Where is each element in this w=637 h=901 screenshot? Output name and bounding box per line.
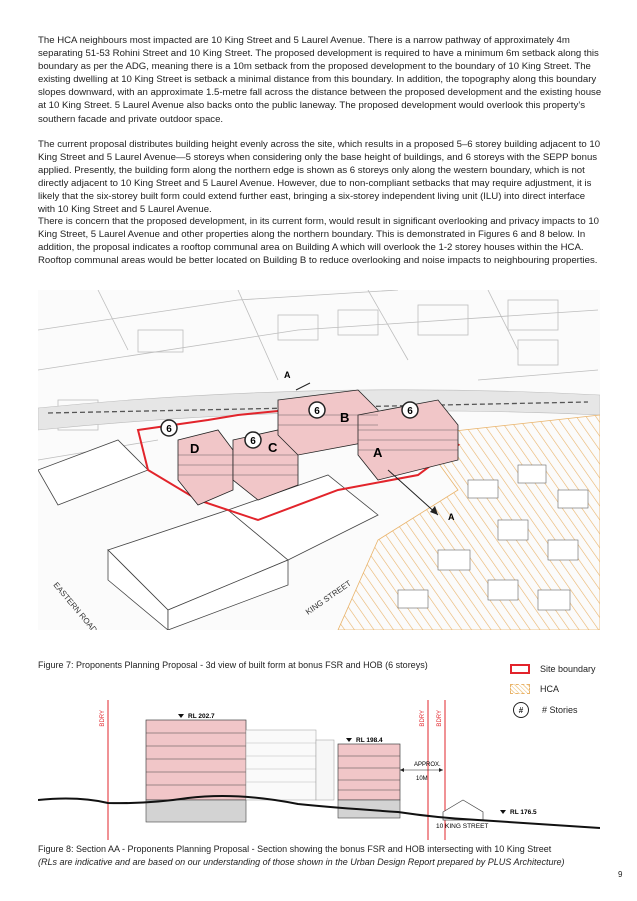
paragraph-building-height: The current proposal distributes building height evenly across the site, which results in a proposed 5–6 storey building adjacent to 10 King Street and 5 Laurel Avenue—5 storeys when considering only the base height of buildings, and 6 storeys with the SEPP bonus applied. Presently, the building form along the northern edge is shown as 6 storeys only along the western boundary, which is not directly adjacent to 10 King Street and 5 Laurel Avenue. However, due to non-compliant setbacks that may require adjustment, it is likely that the six-storey built form could extend further east, bringing a six-storey independent living unit (ILU) into direct interface with 10 King Street and 5 Laurel Avenue.: [38, 139, 601, 216]
building-label-b: B: [340, 410, 350, 425]
rl-label-2: RL 198.4: [356, 737, 383, 744]
paragraph-hca-neighbours: The HCA neighbours most impacted are 10 King Street and 5 Laurel Avenue. There is a narrow pathway of approximately 4m separating 51-53 Rohini Street and 10 King Street. The proposed development is required to have a minimum 6m setback along this boundary as per the ADG, meaning there is a 10m setback from the proposed development to the boundary of 10 King Street. The existing dwelling at 10 King Street is setback a minimal distance from this boundary. In addition, the topography along this boundary slopes downward, with an approximate 1.5-metre fall across the distance between the proposed development and the existing house at 10 King Street. 5 Laurel Avenue also backs onto the public laneway. The proposed development would overlook this property’s southern facade and private outdoor space.: [38, 35, 602, 125]
svg-text:6: 6: [407, 406, 413, 417]
section-building-background-2: [316, 740, 334, 800]
street-label-eastern-road: EASTERN ROAD: [51, 580, 99, 630]
house-10-king-street: [443, 800, 483, 820]
figure-7-3d-view: [38, 290, 600, 630]
section-arrow-north: [296, 383, 310, 390]
storey-badge-a: [402, 402, 418, 418]
distance-label: 10M: [416, 776, 428, 782]
legend-site-boundary: [510, 664, 596, 674]
distance-arrowhead-left: [400, 768, 404, 772]
svg-text:6: 6: [314, 406, 320, 417]
storey-badge-c: [245, 432, 261, 448]
rl-label-3: RL 176.5: [510, 809, 537, 816]
bdry-label-east: BDRY: [437, 710, 443, 727]
svg-text:6: 6: [166, 424, 172, 435]
legend-site-boundary-label: Site boundary: [540, 664, 596, 674]
rl-marker-1-icon: [178, 714, 184, 718]
figure-8-section: [38, 700, 600, 840]
hca-swatch: [510, 684, 530, 694]
distance-arrowhead-right: [439, 768, 443, 772]
building-label-d: D: [190, 441, 200, 456]
site-boundary-swatch: [510, 664, 530, 674]
legend-stories-label: # Stories: [542, 705, 578, 715]
bdry-label-west: BDRY: [100, 710, 106, 727]
rl-marker-3-icon: [500, 810, 506, 814]
section-building-background: [246, 730, 316, 800]
section-marker-a-north: A: [284, 370, 291, 380]
building-label-a: A: [373, 445, 383, 460]
bdry-label-mid: BDRY: [420, 710, 426, 727]
approx-label: APPROX.: [414, 762, 441, 768]
section-marker-a-south: A: [448, 512, 455, 522]
legend-hca-label: HCA: [540, 684, 560, 694]
page-number: 9: [618, 870, 623, 879]
king-street-house-label: 10 KING STREET: [436, 823, 489, 830]
storey-badge-d: [161, 420, 177, 436]
figure-8-drawing: [38, 700, 600, 840]
street-label-king-street: KING STREET: [303, 578, 353, 617]
section-building-west: [146, 720, 246, 822]
rl-label-1: RL 202.7: [188, 713, 215, 720]
figure-8-note: (RLs are indicative and are based on our understanding of those shown in the Urban Design Report prepared by PLUS Architecture): [38, 857, 565, 867]
storey-badge-b: [309, 402, 325, 418]
rl-marker-2-icon: [346, 738, 352, 742]
figure-7-caption: Figure 7: Proponents Planning Proposal - 3d view of built form at bonus FSR and HOB (6 storeys): [38, 660, 428, 670]
svg-text:6: 6: [250, 436, 256, 447]
paragraph-overlooking-concern: There is concern that the proposed development, in its current form, would result in significant overlooking and privacy impacts to 10 King Street, 5 Laurel Avenue and other properties along the northern boundary. This is demonstrated in Figures 6 and 8 below. In addition, the proposal indicates a rooftop communal area on Building A which will overlook the 1-2 storey houses within the HCA. Rooftop communal areas would be better located on Building B to reduce overlooking and noise impacts to neighbouring properties.: [38, 216, 599, 267]
legend-hca: [510, 684, 559, 694]
stories-badge-icon: #: [513, 702, 529, 718]
building-label-c: C: [268, 440, 278, 455]
figure-7-drawing: [38, 290, 600, 630]
figure-8-caption: Figure 8: Section AA - Proponents Planning Proposal - Section showing the bonus FSR and HOB intersecting with 10 King Street: [38, 844, 552, 854]
section-building-east: [338, 744, 400, 818]
